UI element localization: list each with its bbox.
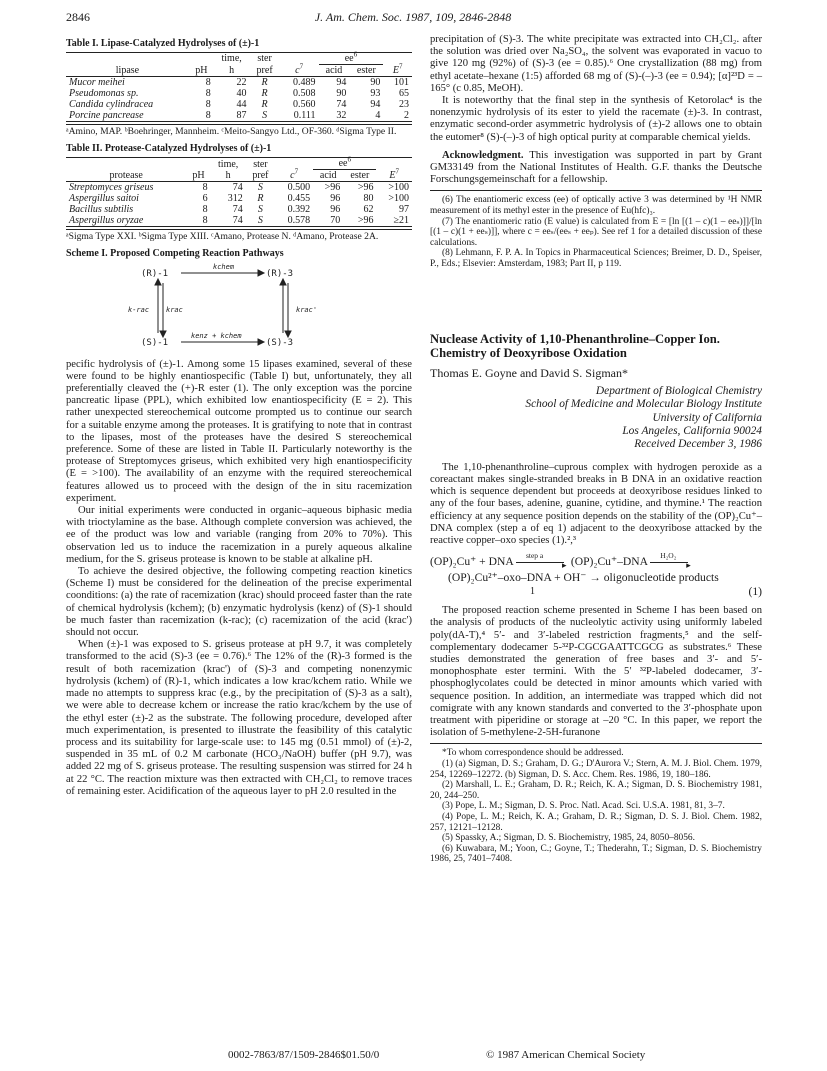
journal-citation: J. Am. Chem. Soc. 1987, 109, 2846-2848: [314, 10, 512, 24]
footnote-4: (4) Pope, L. M.; Reich, K. A.; Graham, D. R.; Sigman, D. S. J. Biol. Chem. 1982, 257, 12121–12128.: [430, 812, 762, 833]
table2-cell: 6: [202, 193, 208, 205]
table1: [66, 52, 412, 122]
table2-col-protease: protease: [109, 170, 143, 182]
table2-row: [66, 204, 412, 215]
table1-cell: 74: [336, 99, 347, 111]
table2-cell: 74: [232, 215, 243, 227]
table1-caption: Table I. Lipase-Catalyzed Hydrolyses of (±)-1: [66, 38, 260, 49]
footnote-5: (5) Spassky, A.; Sigman, D. S. Biochemistry, 1985, 24, 8050–8056.: [442, 833, 695, 844]
right-paragraph-1: precipitation of (S)-3. The white precipitate was extracted into CH₂Cl₂. after the solution was dried over Na₂SO₄, the solvent was evaporated in vacuo to give 120 mg (92%) of (S)-3 (ee = 0.85).⁶ One crystallization (88 mg) from ethyl acetate–hexane (1:5) afforded 68 mg of (S)-(–)-3 (ee = 0.94); [α]²³D = –165° (c 0.85, MeOH).: [430, 34, 762, 94]
table1-cell: 94: [370, 99, 381, 111]
scheme-kenz: kenz + kchem: [191, 331, 242, 340]
table1-cell: Candida cylindracea: [69, 99, 154, 111]
table2-cell: 0.500: [287, 182, 311, 194]
table1-cell: 0.111: [293, 110, 316, 122]
table1-cell: 22: [236, 77, 247, 89]
table2-cell: 8: [202, 182, 208, 194]
table1-cell: 8: [205, 77, 211, 89]
scheme-kchem: kchem: [213, 262, 235, 271]
table2-cell: S: [257, 215, 263, 227]
table1-body: [66, 77, 412, 122]
table1-footnote: ᵃAmino, MAP. ᵇBoehringer, Mannheim. ᶜMeito-Sangyo Ltd., OF-360. ᵈSigma Type II.: [66, 124, 412, 137]
table1-cell: 8: [205, 110, 211, 122]
footnote-correspondence: *To whom correspondence should be addressed.: [442, 748, 624, 759]
article-authors: Thomas E. Goyne and David S. Sigman*: [430, 365, 628, 380]
right-column: [430, 34, 762, 865]
scheme-krac-minus: k-rac: [128, 305, 150, 314]
scheme-s3: (S)-3: [266, 337, 294, 348]
table2-cell: ≥21: [393, 215, 409, 227]
table1-cell: 90: [370, 77, 381, 89]
table1-cell: S: [262, 110, 268, 122]
footnote-7: (7) The enantiomeric ratio (E value) is calculated from E = [ln [(1 – c)(1 – eeₛ)]]/[ln [(1 – c)(1 + eeₛ)]], where c = eeₛ/(eeₛ + eeₚ). See ref 1 for a detailed discussion of these calculations.: [430, 216, 762, 248]
table2-cell: Bacillus subtilis: [69, 204, 134, 216]
table1-cell: 90: [336, 88, 347, 100]
table1-cell: 65: [399, 88, 409, 100]
footnote-1: (1) (a) Sigman, D. S.; Graham, D. G.; D'Aurora V.; Stern, A. M. J. Biol. Chem. 1979, 254, 12269–12272. (b) Sigman, D. S. Acc. Chem. Res. 1986, 19, 180–186.: [430, 759, 762, 780]
table2-header-row-1: time, ster $ee^6$: [66, 158, 412, 170]
left-column: [66, 34, 412, 798]
scheme-s1: (S)-1: [141, 337, 169, 348]
left-paragraph-2: Our initial experiments were conducted in organic–aqueous biphasic media with trioctylamine as the base. Although complete conversion was achieved, the ee of the product was low and variable (ranging from 20% to 70%). This observation led us to induce the racemization in a purely aqueous alkaline medium, for the S. griseus protease is known to be stable at alkaline pH.: [66, 505, 412, 565]
table2-footnote: ᵃSigma Type XXI. ᵇSigma Type XIII. ᶜAmano, Protease N. ᵈAmano, Protease 2A.: [66, 229, 412, 242]
running-header: [66, 10, 760, 26]
table2-cell: Streptomyces griseus: [69, 182, 154, 194]
table2-cell: 97: [399, 204, 409, 216]
table2-cell: S: [257, 182, 263, 194]
table2-cell: >96: [324, 182, 341, 194]
right-paragraph-2: It is noteworthy that the final step in the synthesis of Ketorolac⁴ is the nonenzymic hydrolysis of its ester to yield the racemate (±)-3. In contrast, enzymatic second-order asymmetric hydrolysis of (±)-2 allows one to obtain the eutomer⁸ (S)-(–)-3 of high optical purity at comparable chemical yields.: [430, 95, 762, 143]
table1-cell: Mucor meihei: [69, 77, 125, 89]
table2-cell: 70: [330, 215, 341, 227]
received-date: Received December 3, 1986: [634, 438, 762, 451]
scheme-diagram: [66, 263, 412, 353]
table1-cell: 101: [394, 77, 409, 89]
footnotes-part-2: [430, 743, 762, 865]
table2-body: [66, 182, 412, 227]
footnote-2: (2) Marshall, L. E.; Graham, D. R.; Reich, K. A.; Sigman, D. S. Biochemistry 1981, 20, 244–250.: [430, 780, 762, 801]
table1-cell: 2: [404, 110, 409, 122]
table1-col-lipase: lipase: [115, 64, 140, 76]
table1-cell: 4: [375, 110, 381, 122]
table1-row: [66, 88, 412, 99]
table1-cell: 23: [399, 99, 409, 111]
equation-1: (OP)₂Cu⁺ + DNA step a ▸ (OP)₂Cu⁺–DNA H₂O₂ ▸ (OP)₂Cu²⁺–oxo–DNA + OH⁻ → oligonucleotide products 1 (1): [430, 550, 762, 599]
table1-cell: Porcine pancrease: [69, 110, 144, 122]
table2-header-row-2: protease pH h pref $c^7$ acid ester $E^7$: [66, 170, 412, 182]
acknowledgment: Acknowledgment. This investigation was supported in part by Grant GM33149 from the National Institutes of Health. G.F. thanks the Deutsche Forschungsgemeinschaft for a fellowship.: [430, 149, 763, 186]
footnote-6b: (6) Kuwabara, M.; Yoon, C.; Goyne, T.; Thederahn, T.; Sigman, D. S. Biochemistry 1986, 25, 7401–7408.: [430, 843, 762, 865]
scheme-caption: Scheme I. Proposed Competing Reaction Pathways: [66, 248, 284, 260]
table2-cell: 96: [330, 193, 341, 205]
table1-cell: 87: [236, 110, 247, 122]
right-paragraph-3: The 1,10-phenanthroline–cuprous complex with hydrogen peroxide as a coreactant makes single-stranded breaks in B DNA in an oxidative reaction which is sequence dependent but proceeds at deoxyribose residues linked to any of the four bases, adenine, guanine, cytidine, and thymine.¹ The reaction efficiency at any sequence position depends on the stability of the (OP)₂Cu⁺–DNA complex (step a of eq 1) adjacent to the deoxyribose attacked by the reactive copper–oxo species (1).²,³: [430, 461, 762, 547]
page-number: 2846: [66, 10, 90, 24]
table1-row: [66, 77, 412, 89]
table2: [66, 157, 412, 227]
table1-cell: 8: [205, 88, 211, 100]
table2-caption: Table II. Protease-Catalyzed Hydrolyses of (±)-1: [66, 143, 272, 155]
scheme-krac: krac: [166, 305, 183, 314]
table1-cell: 93: [370, 88, 381, 100]
table2-cell: Aspergillus oryzae: [69, 215, 144, 227]
footnote-8: (8) Lehmann, F. P. A. In Topics in Pharmaceutical Sciences; Breimer, D. D., Speiser, P., Eds.; Elsevier: Amsterdam, 1983; Part II, p 119.: [430, 248, 762, 269]
footer-code: 0002-7863/87/1509-2846$01.50/0: [228, 1049, 380, 1061]
table2-row: [66, 215, 412, 227]
footnote-6: (6) The enantiomeric excess (ee) of optically active 3 was determined by ¹H NMR measurement of its methyl ester in the presence of Eu(hfc)₃.: [430, 195, 762, 217]
scheme-r3: (R)-3: [266, 268, 294, 279]
table1-cell: 8: [205, 99, 211, 111]
footer-copyright: © 1987 American Chemical Society: [486, 1049, 646, 1061]
table1-cell: 94: [336, 77, 347, 89]
table2-cell: 0.578: [287, 215, 311, 227]
table1-row: [66, 110, 412, 122]
table2-cell: 0.455: [287, 193, 311, 205]
table2-row: [66, 193, 412, 204]
scheme-r1: (R)-1: [141, 268, 169, 279]
table2-cell: 96: [330, 204, 341, 216]
table1-cell: R: [261, 88, 268, 100]
right-paragraph-4: The proposed reaction scheme presented in Scheme I has been based on the analysis of products of the nucleolytic activity using uniformly labeled poly(dA-T),⁴ 5′- and 3′-labeled restriction fragments,⁵ and the self-complementary dodecamer 5-³²P-CGCGAATTCGCG as substrates.⁶ These studies demonstrated the generation of free bases and 3′- and 5′-monophosphate ester termini. With the 5′ ³²P-labeled dodecamer, 3′-phosphoglycolates could be detected in minor amounts which varied with sequence position. In addition, an intermediate was trapped which did not comigrate with any known standards and converted to the 3′-phosphate upon treatment with piperidine or storage at –20 °C. In this paper, we report the isolation of 5-methylene-2-5H-furanone: [430, 605, 762, 739]
table1-cell: 32: [336, 110, 347, 122]
table2-cell: Aspergillus saitoi: [69, 193, 139, 205]
table2-cell: >96: [357, 182, 374, 194]
table1-cell: R: [261, 77, 268, 89]
article-title: Nuclease Activity of 1,10-Phenanthroline–Copper Ion. Chemistry of Deoxyribose Oxidation: [430, 331, 720, 361]
table2-cell: 74: [232, 182, 243, 194]
table2-cell: 312: [227, 193, 243, 205]
table2-cell: >100: [388, 193, 409, 205]
table2-cell: R: [257, 193, 264, 205]
left-paragraph-3: To achieve the desired objective, the following competing reaction kinetics (Scheme I) must be considered for the delineation of the precise experimental coonditions: (a) the rate of racemization (krac) should proceed faster than the rate of chemical hydrolysis (kchem); (b) enzymatic hydrolysis (kenz) of (S)-1 should be much faster than racemization (k-rac); (c) racemization of the acid (krac') should not occur.: [66, 566, 412, 639]
table1-cell: 0.508: [293, 88, 316, 100]
table1-header-row-1: time, ster $ee^6$: [66, 53, 412, 65]
table1-cell: 0.560: [293, 99, 316, 111]
table2-cell: 80: [363, 193, 374, 205]
footnotes-part-1: [430, 190, 762, 269]
affiliation: Department of Biological Chemistry School of Medicine and Molecular Biology Institute University of California Los Angeles, California 90024 Received December 3, 1986: [430, 385, 762, 452]
table1-cell: Pseudomonas sp.: [69, 88, 139, 100]
table2-cell: S: [257, 204, 263, 216]
table1-row: [66, 99, 412, 110]
footnote-3: (3) Pope, L. M.; Sigman, D. S. Proc. Natl. Acad. Sci. U.S.A. 1981, 81, 3–7.: [442, 801, 725, 812]
table1-cell: 44: [236, 99, 247, 111]
left-paragraph-4: When (±)-1 was exposed to S. griseus protease at pH 9.7, it was completely transformed to the acid (S)-3 (ee = 0.76).⁶ The 12% of the (R)-3 formed is the result of both racemization (krac') of (S)-3 and competing nonenzymic hydrolysis (kchem) of (R)-1, which indicates a low krac/kchem ratio. While we made no attempts to suppress krac (e.g., by the precipitation of (S)-3 as a salt), we were able to decrease kchem or increase the ratio krac/kchem by the use of the ethyl ester (±)-2 as the substrate. The following procedure, developed after much experimentation, is presented to illustrate the feasibility of this catalytic process and its suitability for large-scale use: to 145 mg (0.51 mmol) of (±)-2, suspended in 35 mL of 0.2 M carbonate (HCO₃/NaOH) buffer (pH 9.7), was added 22 mg of S. griseus protease. The resulting suspension was stirred for 24 h at 22 °C. The reaction mixture was then extracted with CH₂Cl₂ to remove traces of remaining ester. Acidification of the aqueous layer to pH 2.0 resulted in the: [66, 639, 412, 797]
table2-row: [66, 182, 412, 194]
table1-header-row-2: lipase pH h pref $c^7$ acid ester $E^7$: [66, 65, 412, 77]
table2-cell: >96: [357, 215, 374, 227]
table2-cell: 0.392: [287, 204, 311, 216]
scheme-krac-prime: krac': [296, 305, 318, 314]
table2-cell: 8: [202, 215, 208, 227]
table2-cell: >100: [388, 182, 409, 194]
table2-cell: 74: [232, 204, 243, 216]
table2-cell: 62: [363, 204, 374, 216]
table1-cell: 40: [236, 88, 247, 100]
table1-cell: R: [261, 99, 268, 111]
table1-cell: 0.489: [293, 77, 316, 89]
left-paragraph-1: pecific hydrolysis of (±)-1. Among some 15 lipases examined, several of these were found to be highly enantiospecific (Table I) but, unfortunately, they all preferentially cleaved the (+)-R ester (1). The only exception was the porcine pancreatic lipase (PPL), which exhibited low enantiospecificity (E = 2). This rather unexpected stereochemical outcome prompted us to continue our search for a suitable enzyme among the proteases. It is gratifying to note that in contrast to the lipases, most of the proteases have the desired S stereochemical preference. Some of these are listed in Table II. Particularly noteworthy is the protease of Streptomyces griseus, which exhibited very high enantiospecificity (E = >100). The availability of an enzyme with the required stereochemical features allowed us to proceed with the design of the in situ racemization experiment.: [66, 358, 412, 504]
table2-cell: 8: [202, 204, 208, 216]
